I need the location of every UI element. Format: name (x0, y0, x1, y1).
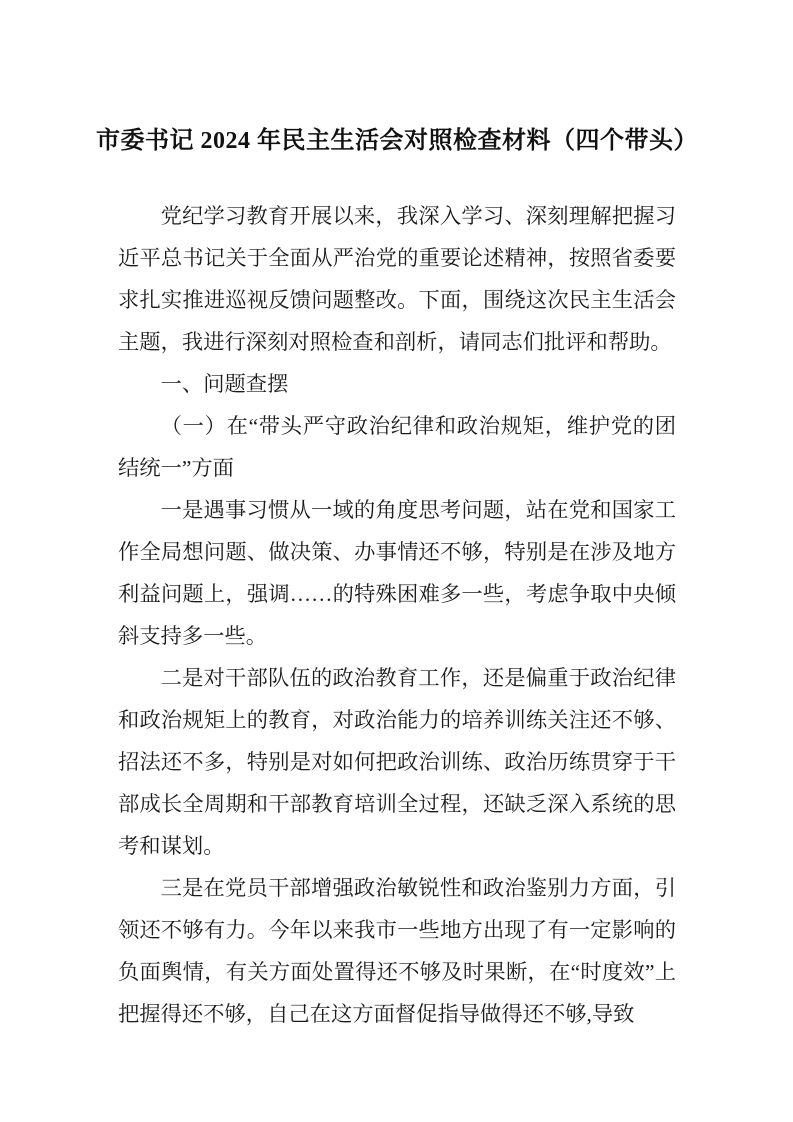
paragraph-point-3: 三是在党员干部增强政治敏锐性和政治鉴别力方面，引领还不够有力。今年以来我市一些地方出现了有一定影响的负面舆情，有关方面处置得还不够及时果断，在“时度效”上把握得还不够，自己在这方面督促指导做得还不够,导致 (118, 876, 676, 1026)
paragraph-point-1: 一是遇事习惯从一域的角度思考问题，站在党和国家工作全局想问题、做决策、办事情还不够，特别是在涉及地方利益问题上，强调……的特殊困难多一些，考虑争取中央倾斜支持多一些。 (118, 498, 676, 648)
paragraph-point-2: 二是对干部队伍的政治教育工作，还是偏重于政治纪律和政治规矩上的教育，对政治能力的培养训练关注还不够、招法还不多，特别是对如何把政治训练、政治历练贯穿于干部成长全周期和干部教育培训全过程，还缺乏深入系统的思考和谋划。 (118, 666, 676, 858)
paragraph-intro: 党纪学习教育开展以来，我深入学习、深刻理解把握习近平总书记关于全面从严治党的重要论述精神，按照省委要求扎实推进巡视反馈问题整改。下面，围绕这次民主生活会主题，我进行深刻对照检查和剖析，请同志们批评和帮助。 (118, 204, 676, 354)
document-title: 市委书记 2024 年民主生活会对照检查材料（四个带头） (96, 128, 698, 154)
heading-subsection-1-1: （一）在“带头严守政治纪律和政治规矩，维护党的团结统一”方面 (118, 414, 676, 480)
heading-section-1: 一、问题查摆 (160, 372, 289, 396)
